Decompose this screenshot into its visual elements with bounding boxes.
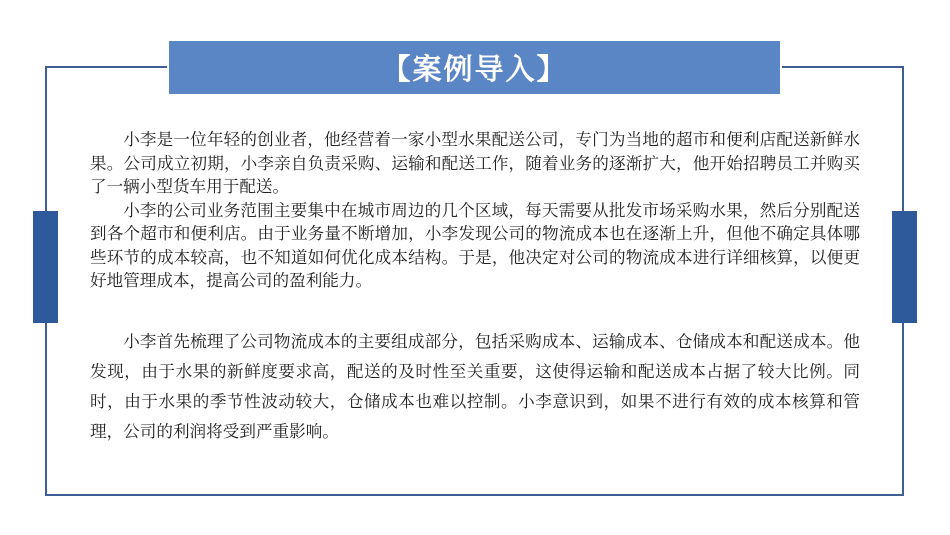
paragraph-cost-analysis: 小李首先梳理了公司物流成本的主要组成部分，包括采购成本、运输成本、仓储成本和配送成本。他发现，由于水果的新鲜度要求高，配送的及时性至关重要，这使得运输和配送成本占据了较大比例。同时，由于水果的季节性波动较大，仓储成本也难以控制。小李意识到，如果不进行有效的成本核算和管理，公司的利润将受到严重影响。 [90,332,860,441]
paragraph-intro: 小李是一位年轻的创业者，他经营着一家小型水果配送公司，专门为当地的超市和便利店配送新鲜水果。公司成立初期，小李亲自负责采购、运输和配送工作，随着业务的逐渐扩大，他开始招聘员工并购买了一辆小型货车用于配送。 [90,130,860,196]
paragraph-business: 小李的公司业务范围主要集中在城市周边的几个区域，每天需要从批发市场采购水果，然后分别配送到各个超市和便利店。由于业务量不断增加，小李发现公司的物流成本也在逐渐上升，但他不确定具体哪些环节的成本较高，也不知道如何优化成本结构。于是，他决定对公司的物流成本进行详细核算，以便更好地管理成本，提高公司的盈利能力。 [90,200,860,290]
left-side-tab [33,211,58,323]
right-side-tab [892,211,917,323]
title-banner [167,39,782,96]
case-text-top [90,128,860,293]
page-title: 【案例导入】 [381,52,568,86]
case-text-bottom [90,327,860,447]
